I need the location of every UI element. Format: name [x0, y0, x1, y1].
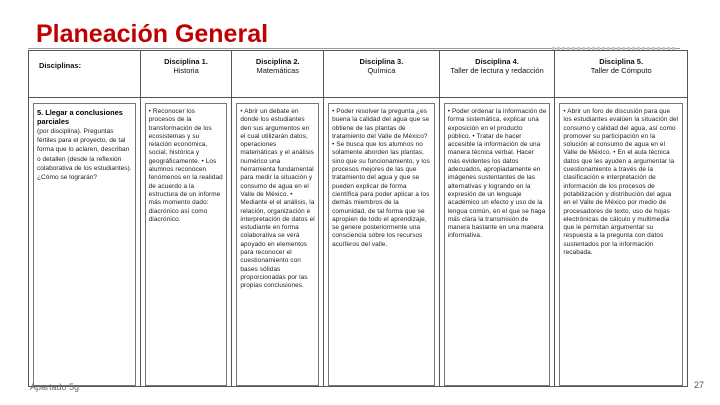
cell-text: • Abrir un foro de discusión para que los estudiantes evalúen la situación del consumo y calidad del agua, así como promover su participación en la solución al consumo de agua en el Valle de México. • En el aula técnica datos que les ayuden a argumentar la cuestionamiento a través de la clasificación e interpretación de información de los procesos de potabilización y distribución del agua en el Valle de México por medio de procesadores de texto, uso de hojas electrónicas de cálculo y multimedia que le permitan argumentar su respuesta a la pregunta con datos sustentados por la información recabada. — [563, 108, 679, 257]
planning-table — [28, 50, 688, 387]
footer-section-label: Apartado 5g — [30, 382, 80, 392]
header-discipline-3: Disciplina 3. Química — [324, 51, 440, 97]
header-disciplines: Disciplinas: — [29, 51, 141, 97]
stage-cell — [29, 97, 141, 386]
table-row — [29, 97, 687, 386]
stage-title: 5. Llegar a conclusiones parciales — [37, 108, 123, 126]
header-discipline-4: Disciplina 4. Taller de lectura y redacción — [440, 51, 556, 97]
cell-quimica — [324, 97, 440, 386]
cell-text: • Poder ordenar la información de forma sistemática, explicar una exposición en el producto público. • Tratar de hacer accesible la información de una manera técnica verbal. Hacer más evidentes los datos adecuados, apropiadamente en imágenes sustentantes de las alternativas y logrando en la expresión de un lenguaje académico un efecto y uso de la lengua común, en el que se haga más clara la transmisión de manera bastante en una manera informativa. — [447, 108, 547, 240]
page-number: 27 — [693, 380, 704, 390]
header-discipline-2: Disciplina 2. Matemáticas — [232, 51, 324, 97]
cell-text: • Reconocer los procesos de la transformación de los ecosistemas y su relación económica, social, histórica y geográficamente. • Los alumnos reconocen fenómenos en la realidad de acuerdo a la estructura de un informe más momento dado: diacrónico así como diacrónico. — [148, 108, 223, 223]
header-discipline-5: Disciplina 5. Taller de Cómputo — [590, 57, 652, 75]
slide-title: Planeación General — [36, 20, 269, 48]
cell-matematicas — [232, 97, 324, 386]
cell-text: • Abrir un debate en donde los estudiantes den sus argumentos en el cual utilizarán datos, operaciones matemáticas y el análisis numérico una herramienta fundamental para medir la situación y consumo de agua en el Valle de México. • Mediante el el análisis, la relación, organización e interpretación de datos el estudiante en forma colaborativa se verá apoyado en elementos para reconocer el cuestionamiento con bases sólidas proporcionadas por las propias conclusiones. — [240, 108, 315, 290]
cell-text: • Poder resolver la pregunta ¿es buena la calidad del agua que se obtiene de las plantas de tratamiento del Valle de México? • Se busca que los alumnos no solamente aborden las plantas, sino que su funcionamiento, y los procesos mejores de las que tratamiento del agua y que se pueden explicar de forma científica para poder aplicar a los demás miembros de la comunidad, de tal forma que se apropien de todo el aprendizaje, se genere posteriormente una consciencia sobre los recursos acuíferos del valle. — [332, 108, 430, 248]
table-header-row — [29, 51, 687, 98]
stage-description: (por disciplina). Preguntas fértiles para el proyecto, de tal forma que lo aclaren, describan o detallen (desde la reflexión colaborativa de los estudiantes). ¿Cómo se lograrán? — [37, 128, 132, 182]
cell-taller-computo — [555, 97, 687, 386]
header-discipline-1: Disciplina 1. Historia — [141, 51, 233, 97]
cell-taller-lectura — [440, 97, 556, 386]
cell-historia — [141, 97, 233, 386]
